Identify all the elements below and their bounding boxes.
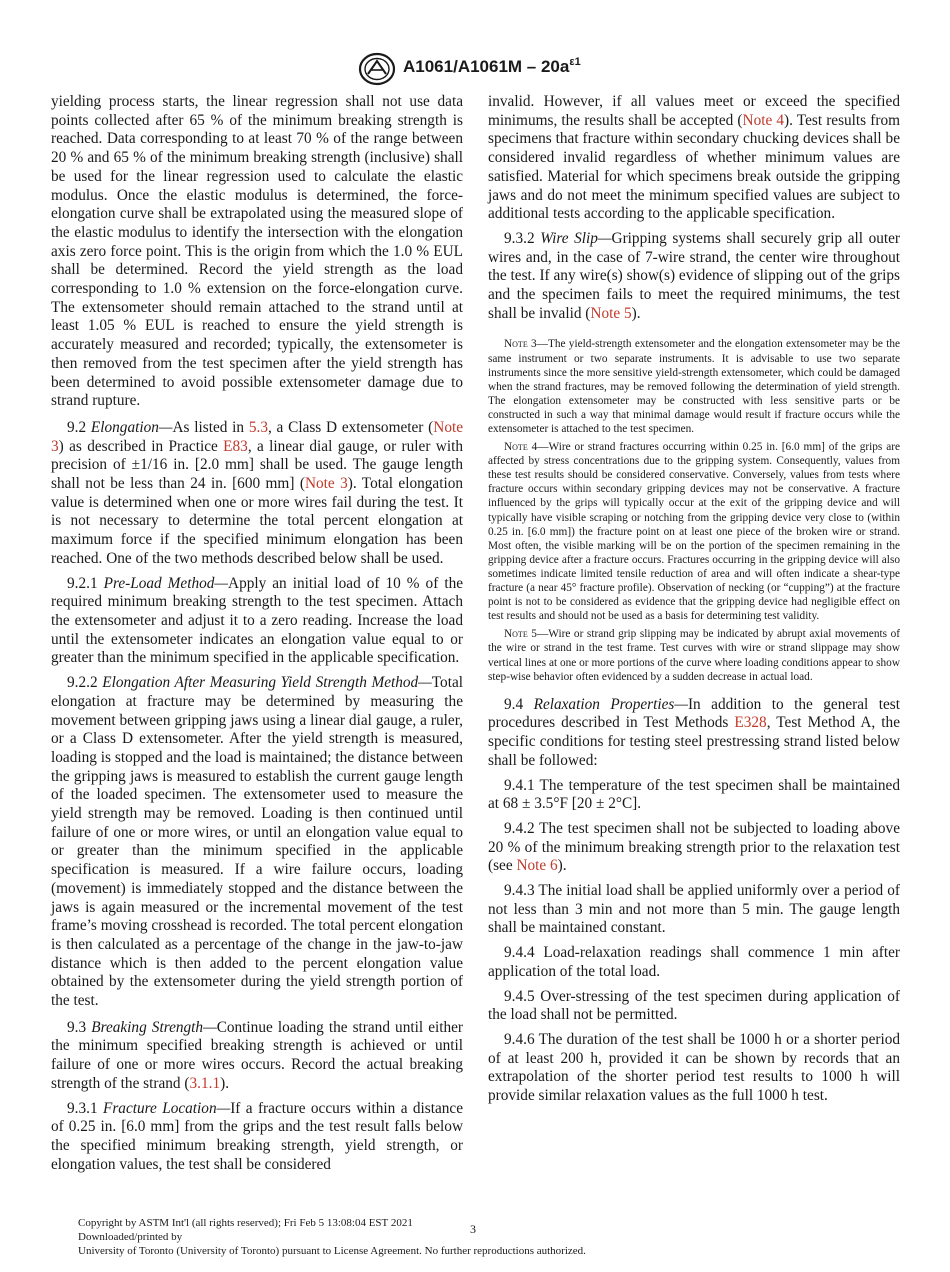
ref-e83-link[interactable]: E83 <box>223 437 248 455</box>
ref-note-3-link[interactable]: Note 3 <box>304 475 348 493</box>
footer-line: Copyright by ASTM Int'l (all rights reserved); Fri Feb 5 13:08:04 EST 2021 <box>78 1217 413 1229</box>
section-9-3-1: 9.3.1 Fracture Location—If a fracture occurs within a distance of 0.25 in. [6.0 mm] from the grips and the test result falls below the specified minimum breaking strength, yield strength, or elongation values, the test shall be considered <box>51 1099 464 1173</box>
note-4: Note 4—Wire or strand fractures occurring within 0.25 in. [6.0 mm] of the grips are affected by stress concentrations due to the gripping system. Consequently, values from these test results should be considered conservative. Conversely, values from tests where fracture occurs within secondary gripping devices may not be conservative. A fracture influenced by the grips will typically occur at the exit of the gripping device and will typically have visible scraping or notching from the gripping device very close to (within 0.25 in. [6.0 mm]) the fracture point on at least one piece of the broken wire or strand. Most often, the visible marking will be on the portion of the specimen remaining in the gripping device after a fracture occurs. Fractures occurring in the gripping device will also sometimes indicate limited tensile reduction of area and will often indicate a shear-type fracture (a near 45° fracture profile). Observation of necking (or “cupping”) at the fracture point is not to be considered as evidence that the gripping device had negligible effect on test results and should not be used as a basis for determining test validity. <box>488 441 900 623</box>
paragraph: yielding process starts, the linear regression shall not use data points collected after 65 % of the minimum breaking strength is reached. Data corresponding to at least 70 % of the range between 20 % and 65 % of the minimum breaking strength (inclusive) shall be used for the linear regression used to calculate the elastic modulus. Once the elastic modulus is determined, the force-elongation curve shall be extrapolated using the measured slope of the elastic modulus to identify the intersection with the elongation axis zero force point. This is the origin from which the 1.0 % EUL shall be determined. Record the yield strength as the load corresponding to 1.0 % extension on the force-elongation curve. The extensometer should remain attached to the strand until at least 1.05 % EUL is reached to ensure the yield strength is accurately measured and recorded; typically, the extensometer is then removed from the test specimen after the yield strength has been determined to avoid possible extensometer damage due to strand rupture. <box>51 93 463 410</box>
section-9-4-1: 9.4.1 The temperature of the test specimen shall be maintained at 68 ± 3.5°F [20 ± 2°C]. <box>488 776 900 813</box>
ref-3-1-1-link[interactable]: 3.1.1 <box>189 1074 221 1092</box>
section-9-4-6: 9.4.6 The duration of the test shall be 1000 h or a shorter period of at least 200 h, provided it can be shown by records that an extrapolation of the shorter period test results to 1000 h will provide similar relaxation values as the full 1000 h test. <box>488 1030 900 1105</box>
section-9-2-1: 9.2.1 Pre-Load Method—Apply an initial load of 10 % of the required minimum breaking strength to the test specimen. Attach the extensometer and adjust it to a zero reading. Increase the load until the extensometer indicates an elongation value equal to or greater than the minimum specified in the applicable specification. <box>51 574 464 667</box>
ref-note-4-link[interactable]: Note 4 <box>742 111 785 129</box>
footer-line: Downloaded/printed by <box>78 1231 183 1243</box>
ref-note-6-link[interactable]: Note 6 <box>516 857 558 875</box>
ref-note-3-link[interactable]: Note 3 <box>51 418 464 455</box>
left-column <box>51 93 463 1180</box>
section-9-4-3: 9.4.3 The initial load shall be applied uniformly over a period of not less than 3 min and not more than 5 min. The gauge length shall be maintained constant. <box>488 882 900 937</box>
right-column <box>488 93 900 1112</box>
note-3: Note 3—The yield-strength extensometer and the elongation extensometer may be the same instrument or two separate instruments. It is advisable to use two separate instruments since the more sensitive yield-strength extensometer, which could be damaged when the strand fractures, may be removed following the determination of yield strength. The elongation extensometer may be constructed with less sensitive parts or be constructed in such a way that minimal damage would result if fracture occurs while the extensometer is attached to the test specimen. <box>488 338 901 435</box>
note-5: Note 5—Wire or strand grip slipping may be indicated by abrupt axial movements of the wire or strand in the test frame. Test curves with wire or strand slippage may show vertical lines at one or more portions of the curve where loading conditions appear to show step-wise behavior often evidenced by a sudden decrease in actual load. <box>488 628 900 683</box>
section-9-4-4: 9.4.4 Load-relaxation readings shall commence 1 min after application of the total load. <box>488 944 900 980</box>
page-header <box>0 52 950 86</box>
astm-logo-icon <box>358 52 396 86</box>
page-number: 3 <box>470 1222 476 1236</box>
section-9-4-2: 9.4.2 The test specimen shall not be subjected to loading above 20 % of the minimum breaking strength prior to the relaxation test (see Note 6). <box>488 819 900 875</box>
paragraph: invalid. However, if all values meet or exceed the specified minimums, the results shall be accepted (Note 4). Test results from specimens that fracture within secondary chucking devices shall be considered invalid regardless of whether minimum values are satisfied. Material for which specimens break outside the gripping jaws and do not meet the minimum specified values are subject to additional tests according to the applicable specification. <box>488 93 900 223</box>
document-designation: $A1061/A1061M - 20a^{\varepsilon 1}$ <box>403 56 581 76</box>
section-9-3-2: 9.3.2 Wire Slip—Gripping systems shall securely grip all outer wires and, in the case of 7-wire strand, the center wire throughout the test. If any wire(s) show(s) evidence of slipping out of the grips and the specimen fails to meet the required minimums, the test shall be invalid (Note 5). <box>488 229 901 322</box>
ref-note-5-link[interactable]: Note 5 <box>590 304 632 322</box>
section-9-3: 9.3 Breaking Strength—Continue loading the strand until either the minimum specified breaking strength is achieved or until failure of one or more wires occurs. Record the actual breaking strength of the strand (3.1.1). <box>51 1018 464 1092</box>
section-9-4: 9.4 Relaxation Properties—In addition to the general test procedures described in Test Methods E328, Test Method A, the specific conditions for testing steel prestressing strand listed below shall be followed: <box>488 695 901 769</box>
section-9-2-2: 9.2.2 Elongation After Measuring Yield Strength Method—Total elongation at fracture may be determined by measuring the movement between gripping jaws using a linear dial gauge, a ruler, or a Class D extensometer. After the yield strength is measured, loading is stopped and the load is maintained; the distance between the gripping jaws is measured to establish the current gauge length of the loaded specimen. The extensometer used to measure the yield strength may be removed. Loading is then continued until failure of one or more wires, or until an elongation value equal to or greater than the minimum specified in the applicable specification is measured. If a wire failure occurs, loading (movement) is immediately stopped and the distance between the jaws is again measured or the incremental movement of the test frame’s moving crosshead is recorded. The total percent elongation is then calculated as a percentage of the change in the jaw-to-jaw distance which is then added to the percent elongation value obtained by the extensometer during the yield strength portion of the test. <box>51 674 463 1010</box>
ref-e328-link[interactable]: E328 <box>734 714 767 732</box>
section-9-2: 9.2 Elongation—As listed in 5.3, a Class D extensometer (Note 3) as described in Practice E83, a linear dial gauge, or ruler with precision of ±1/16 in. [2.0 mm] shall be used. The gauge length shall not be less than 24 in. [600 mm] (Note 3). Total elongation value is determined when one or more wires fail during the test. It is not necessary to determine the total percent elongation at maximum force if the specified minimum elongation has been reached. One of the two methods described below shall be used. <box>51 418 464 567</box>
ref-5-3-link[interactable]: 5.3 <box>248 418 268 436</box>
footer-line: University of Toronto (University of Toronto) pursuant to License Agreement. No further reproductions authorized. <box>78 1245 586 1257</box>
copyright-footer <box>78 1216 878 1258</box>
notes-block <box>488 337 900 683</box>
section-9-4-5: 9.4.5 Over-stressing of the test specimen during application of the load shall not be permitted. <box>488 987 900 1024</box>
designation-superscript: ε1 <box>569 56 581 68</box>
